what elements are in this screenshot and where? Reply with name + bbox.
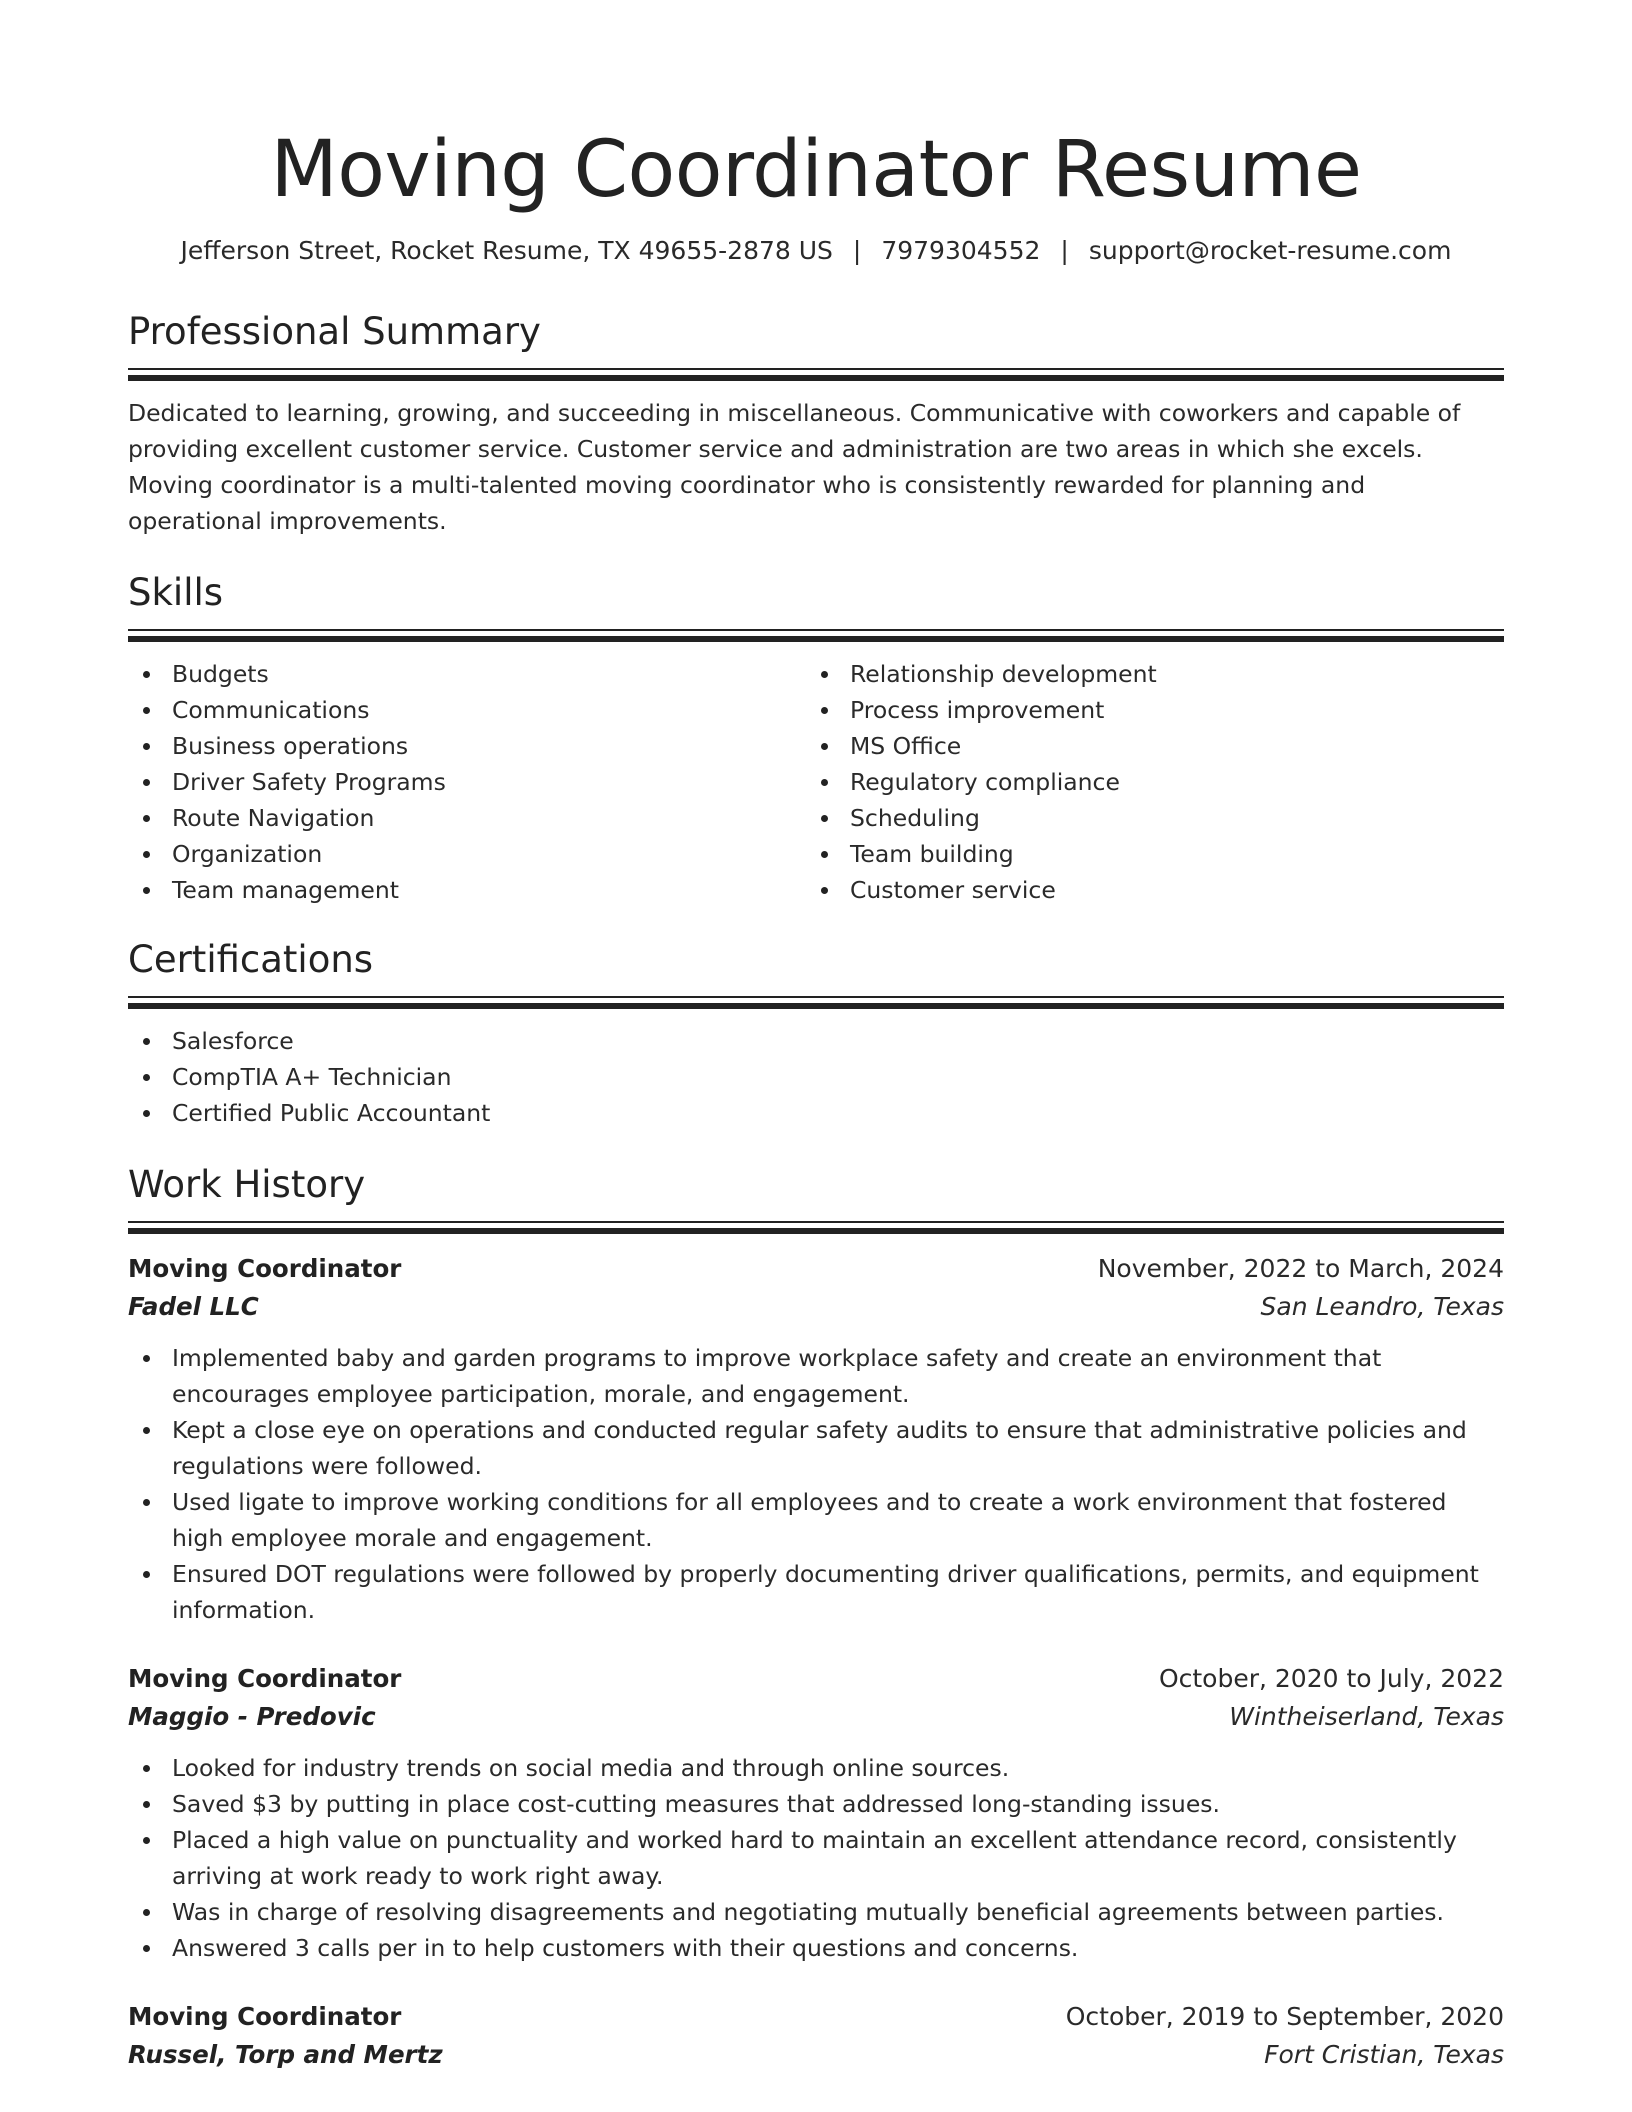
job-location: San Leandro, Texas	[1260, 1292, 1504, 1321]
job-company-row	[128, 1288, 1504, 1326]
job-entry	[128, 1250, 1504, 1628]
contact-address: Jefferson Street, Rocket Resume, TX 49655-2878 US	[180, 236, 833, 265]
skill-item: Driver Safety Programs	[128, 764, 806, 800]
job-entry	[128, 1660, 1504, 1966]
work-history-section	[128, 1161, 1504, 2074]
skill-item: Team management	[128, 872, 806, 908]
skill-item: Budgets	[128, 656, 806, 692]
section-divider	[128, 375, 1504, 381]
skill-item: Team building	[806, 836, 1484, 872]
contact-separator: |	[1060, 236, 1069, 265]
skills-list-right	[806, 656, 1484, 908]
skill-item: Regulatory compliance	[806, 764, 1484, 800]
certifications-section	[128, 936, 1504, 1131]
job-duty-item: Was in charge of resolving disagreements and negotiating mutually beneficial agreements between parties.	[128, 1894, 1504, 1930]
job-title: Moving Coordinator	[128, 1254, 402, 1283]
resume-page	[128, 0, 1504, 2074]
section-divider	[128, 1003, 1504, 1009]
section-divider	[128, 1228, 1504, 1234]
contact-phone: 7979304552	[881, 236, 1041, 265]
skills-list-left	[128, 656, 806, 908]
job-company: Russel, Torp and Mertz	[128, 2040, 443, 2069]
job-entry	[128, 1998, 1504, 2074]
skill-item: Relationship development	[806, 656, 1484, 692]
job-header-row	[128, 1660, 1504, 1698]
skill-item: Process improvement	[806, 692, 1484, 728]
certification-item: Salesforce	[128, 1023, 1504, 1059]
skill-item: Business operations	[128, 728, 806, 764]
job-duty-item: Ensured DOT regulations were followed by properly documenting driver qualifications, permits, and equipment information.	[128, 1556, 1504, 1628]
resume-title: Moving Coordinator Resume	[270, 125, 1362, 215]
job-title: Moving Coordinator	[128, 2002, 402, 2031]
job-company-row	[128, 2036, 1504, 2074]
section-heading-skills: Skills	[128, 571, 224, 614]
job-header-row	[128, 1250, 1504, 1288]
skills-grid	[128, 656, 1504, 908]
section-heading-summary: Professional Summary	[128, 310, 541, 353]
contact-email: support@rocket-resume.com	[1088, 236, 1452, 265]
skill-item: MS Office	[806, 728, 1484, 764]
section-divider	[128, 996, 1504, 998]
job-dates: October, 2020 to July, 2022	[1158, 1664, 1504, 1693]
job-duty-item: Placed a high value on punctuality and worked hard to maintain an excellent attendance record, consistently arriving at work ready to work right away.	[128, 1822, 1504, 1894]
job-duty-item: Used ligate to improve working conditions for all employees and to create a work environment that fostered high employee morale and engagement.	[128, 1484, 1504, 1556]
skill-item: Customer service	[806, 872, 1484, 908]
job-dates: November, 2022 to March, 2024	[1097, 1254, 1504, 1283]
summary-section	[128, 308, 1504, 539]
job-duty-item: Implemented baby and garden programs to improve workplace safety and create an environment that encourages employee participation, morale, and engagement.	[128, 1340, 1504, 1412]
certification-item: Certified Public Accountant	[128, 1095, 1504, 1131]
skill-item: Communications	[128, 692, 806, 728]
job-company: Fadel LLC	[128, 1292, 259, 1321]
job-duty-item: Kept a close eye on operations and conducted regular safety audits to ensure that administrative policies and regulations were followed.	[128, 1412, 1504, 1484]
job-duties-list	[128, 1340, 1504, 1628]
skills-section	[128, 569, 1504, 908]
section-divider	[128, 368, 1504, 370]
section-divider	[128, 629, 1504, 631]
job-duty-item: Answered 3 calls per in to help customers with their questions and concerns.	[128, 1930, 1504, 1966]
job-duty-item: Saved $3 by putting in place cost-cutting measures that addressed long-standing issues.	[128, 1786, 1504, 1822]
certification-item: CompTIA A+ Technician	[128, 1059, 1504, 1095]
section-heading-work-history: Work History	[128, 1163, 366, 1206]
summary-text: Dedicated to learning, growing, and succeeding in miscellaneous. Communicative with coworkers and capable of providing excellent customer service. Customer service and administration are two areas in which she excels. Moving coordinator is a multi-talented moving coordinator who is consistently rewarded for planning and operational improvements.	[128, 399, 1461, 535]
job-company-row	[128, 1698, 1504, 1736]
contact-line	[128, 234, 1504, 268]
contact-separator: |	[852, 236, 862, 265]
job-duty-item: Looked for industry trends on social media and through online sources.	[128, 1750, 1504, 1786]
section-divider	[128, 636, 1504, 642]
job-company: Maggio - Predovic	[128, 1702, 376, 1731]
section-heading-certifications: Certifications	[128, 938, 374, 981]
certifications-list	[128, 1023, 1504, 1131]
job-title: Moving Coordinator	[128, 1664, 402, 1693]
job-dates: October, 2019 to September, 2020	[1065, 2002, 1504, 2031]
section-divider	[128, 1221, 1504, 1223]
job-location: Fort Cristian, Texas	[1264, 2040, 1504, 2069]
skill-item: Organization	[128, 836, 806, 872]
job-duties-list	[128, 1750, 1504, 1966]
job-header-row	[128, 1998, 1504, 2036]
skill-item: Scheduling	[806, 800, 1484, 836]
skill-item: Route Navigation	[128, 800, 806, 836]
job-location: Wintheiserland, Texas	[1229, 1702, 1504, 1731]
